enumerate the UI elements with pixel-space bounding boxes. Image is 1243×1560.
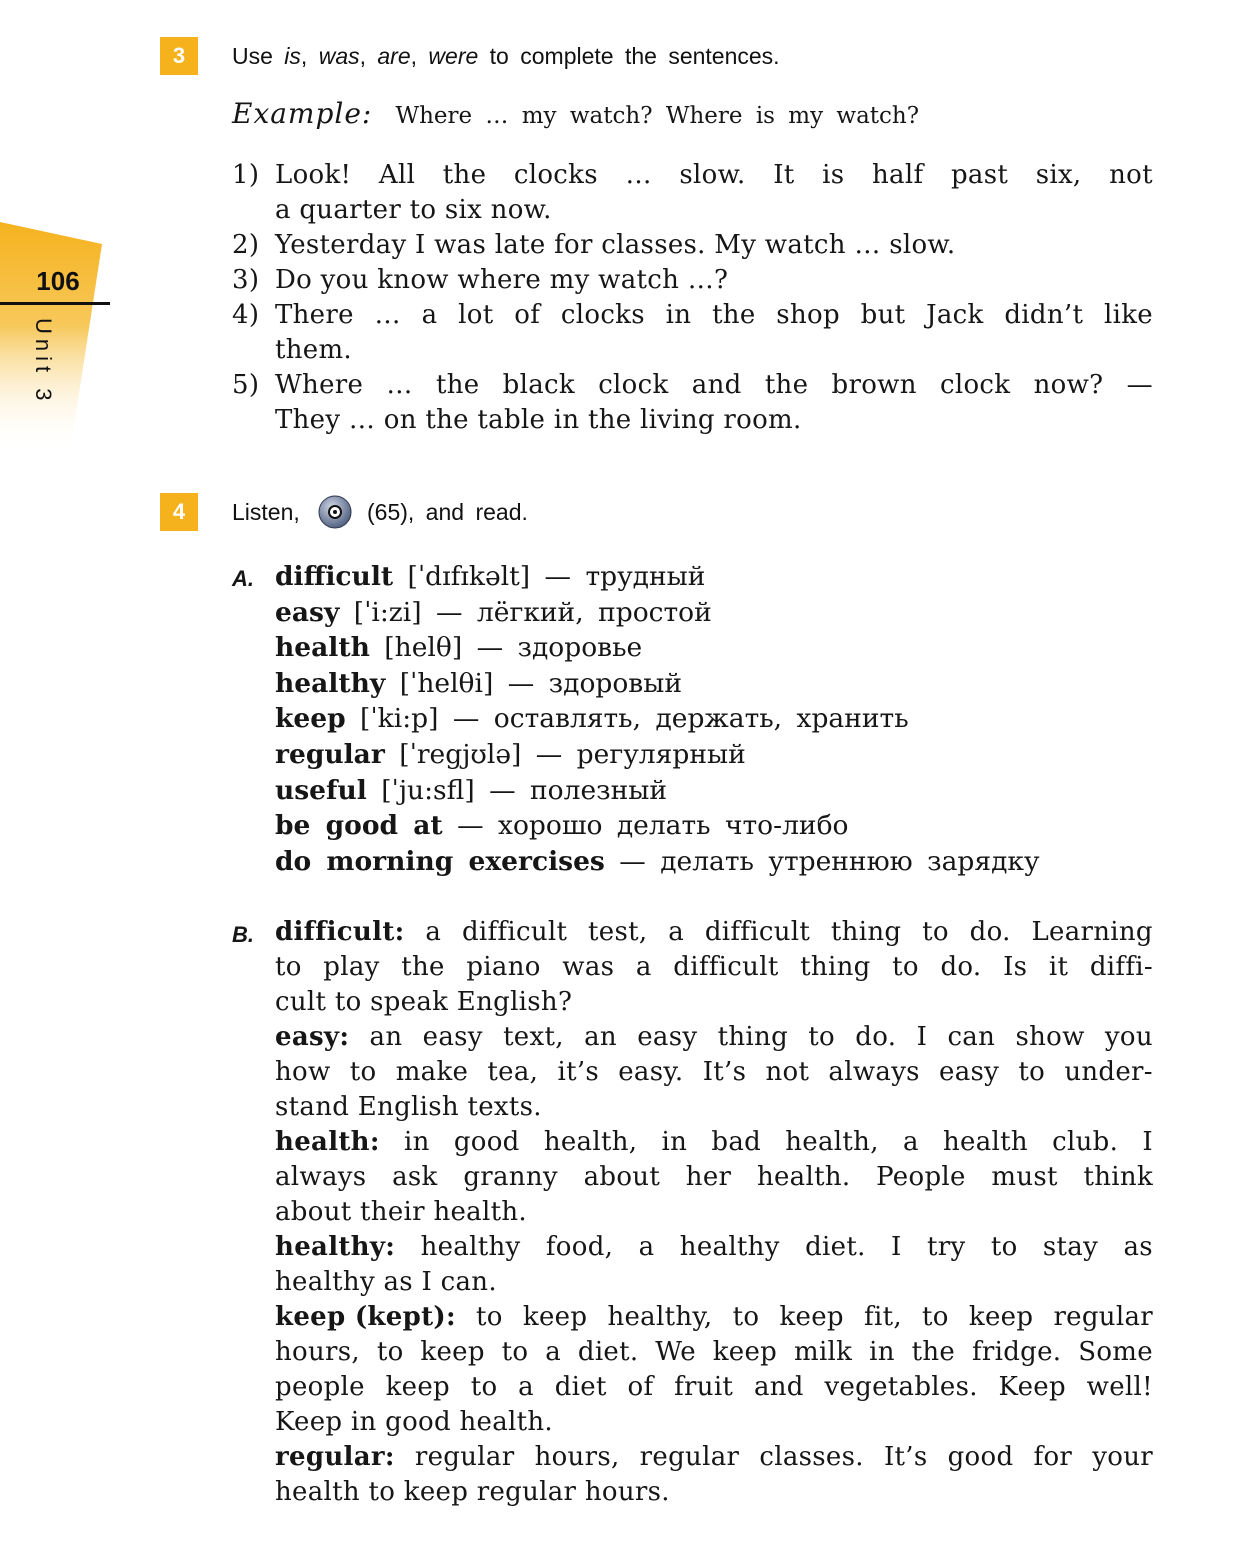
- vocab-entry: [275, 701, 1040, 737]
- exercise-item: [232, 228, 1153, 263]
- vocab-word: keep: [275, 703, 346, 735]
- usage-line: regular: regular hours, regular classes. It’s good for your: [275, 1442, 1153, 1472]
- exercise-item: [232, 368, 1153, 438]
- item-line: Do you know where my watch …?: [275, 265, 729, 295]
- item-line: Where … the black clock and the brown clock now? —: [275, 370, 1153, 400]
- usage-line: people keep to a diet of fruit and vegetables. Keep well!: [275, 1372, 1153, 1402]
- vocab-translation: [helθ] — здоровье: [369, 632, 643, 664]
- page-number: 106: [36, 266, 80, 296]
- item-number: 4): [232, 300, 260, 330]
- exercise-item: [232, 158, 1153, 228]
- usage-line: cult to speak English?: [275, 987, 573, 1017]
- item-number: 2): [232, 230, 260, 260]
- vocab-translation: [ˈhelθi] — здоровый: [385, 667, 682, 699]
- exercise-3-instruction: Use is, was, are, were to complete the sentences.: [232, 43, 780, 69]
- item-line: They … on the table in the living room.: [275, 405, 802, 435]
- usage-line: stand English texts.: [275, 1092, 542, 1122]
- usage-line: easy: an easy text, an easy thing to do. I can show you: [275, 1022, 1153, 1052]
- item-line: them.: [275, 335, 352, 365]
- vocab-word: healthy: [275, 667, 386, 699]
- vocab-word: difficult: [275, 561, 394, 592]
- usage-line: keep (kept): to keep healthy, to keep fit, to keep regular: [275, 1302, 1153, 1332]
- vocab-entry: [275, 666, 1040, 702]
- usage-line: health: in good health, in bad health, a health club. I: [275, 1127, 1153, 1157]
- item-number: 1): [232, 160, 260, 190]
- usage-line: healthy as I can.: [275, 1267, 497, 1297]
- usage-line: hours, to keep to a diet. We keep milk in the fridge. Some: [275, 1337, 1153, 1367]
- usage-line: to play the piano was a difficult thing to do. Is it diffi-: [275, 952, 1153, 982]
- vocab-entry: [275, 808, 1040, 844]
- section-a-label: A.: [232, 566, 254, 591]
- item-number: 5): [232, 370, 260, 400]
- item-line: Yesterday I was late for classes. My watch … slow.: [275, 230, 956, 260]
- exercise-item: [232, 298, 1153, 368]
- item-line: a quarter to six now.: [275, 195, 552, 225]
- vocab-word: do morning exercises: [275, 845, 605, 877]
- page-rule: [0, 302, 110, 305]
- vocab-translation: [ˈki:p] — оставлять, держать, хранить: [345, 703, 909, 735]
- vocab-entry: [275, 630, 1040, 666]
- usage-line: Keep in good health.: [275, 1407, 553, 1437]
- vocab-entry: [275, 559, 1040, 595]
- usage-examples: [275, 915, 1153, 1510]
- unit-label: Unit 3: [31, 318, 56, 406]
- usage-line: always ask granny about her health. People must think: [275, 1162, 1153, 1192]
- vocab-entry: [275, 773, 1040, 809]
- vocab-entry: [275, 737, 1040, 773]
- vocab-word: useful: [275, 774, 367, 806]
- vocab-translation: [ˈregjʊlə] — регулярный: [384, 738, 746, 770]
- vocab-translation: [ˈi:zi] — лёгкий, простой: [339, 596, 712, 628]
- vocab-translation: [ˈju:sfl] — полезный: [366, 774, 668, 806]
- usage-line: about their health.: [275, 1197, 527, 1227]
- item-number: 3): [232, 265, 260, 295]
- usage-line: healthy: healthy food, a healthy diet. I try to stay as: [275, 1232, 1153, 1262]
- example-label: Example:: [232, 97, 373, 130]
- vocabulary-list: [275, 559, 1040, 879]
- vocab-word: be good at: [275, 810, 443, 842]
- vocab-translation: [ˈdɪfɪkəlt] — трудный: [393, 561, 706, 592]
- vocab-entry: [275, 595, 1040, 631]
- exercise-3-badge: 3: [160, 37, 198, 75]
- item-line: There … a lot of clocks in the shop but Jack didn’t like: [275, 300, 1153, 330]
- usage-line: difficult: a difficult test, a difficult thing to do. Learning: [275, 917, 1153, 947]
- exercise-3-list: [232, 158, 1153, 438]
- example: [232, 97, 919, 130]
- vocab-word: health: [275, 632, 370, 664]
- item-line: Look! All the clocks … slow. It is half past six, not: [275, 160, 1153, 190]
- vocab-translation: — хорошо делать что-либо: [442, 810, 849, 842]
- vocab-translation: — делать утреннюю зарядку: [604, 845, 1040, 877]
- vocab-word: regular: [275, 738, 385, 770]
- vocab-entry: [275, 844, 1040, 880]
- vocab-word: easy: [275, 596, 340, 628]
- exercise-item: [232, 263, 1153, 298]
- usage-line: how to make tea, it’s easy. It’s not always easy to under-: [275, 1057, 1153, 1087]
- exercise-4-listen: Listen,: [232, 499, 300, 525]
- exercise-4-track: (65), and read.: [367, 499, 528, 525]
- cd-icon[interactable]: [318, 495, 352, 529]
- exercise-4-badge: 4: [160, 493, 198, 531]
- section-b-label: B.: [232, 922, 254, 947]
- example-text: Where … my watch? Where is my watch?: [395, 103, 920, 129]
- usage-line: health to keep regular hours.: [275, 1477, 670, 1507]
